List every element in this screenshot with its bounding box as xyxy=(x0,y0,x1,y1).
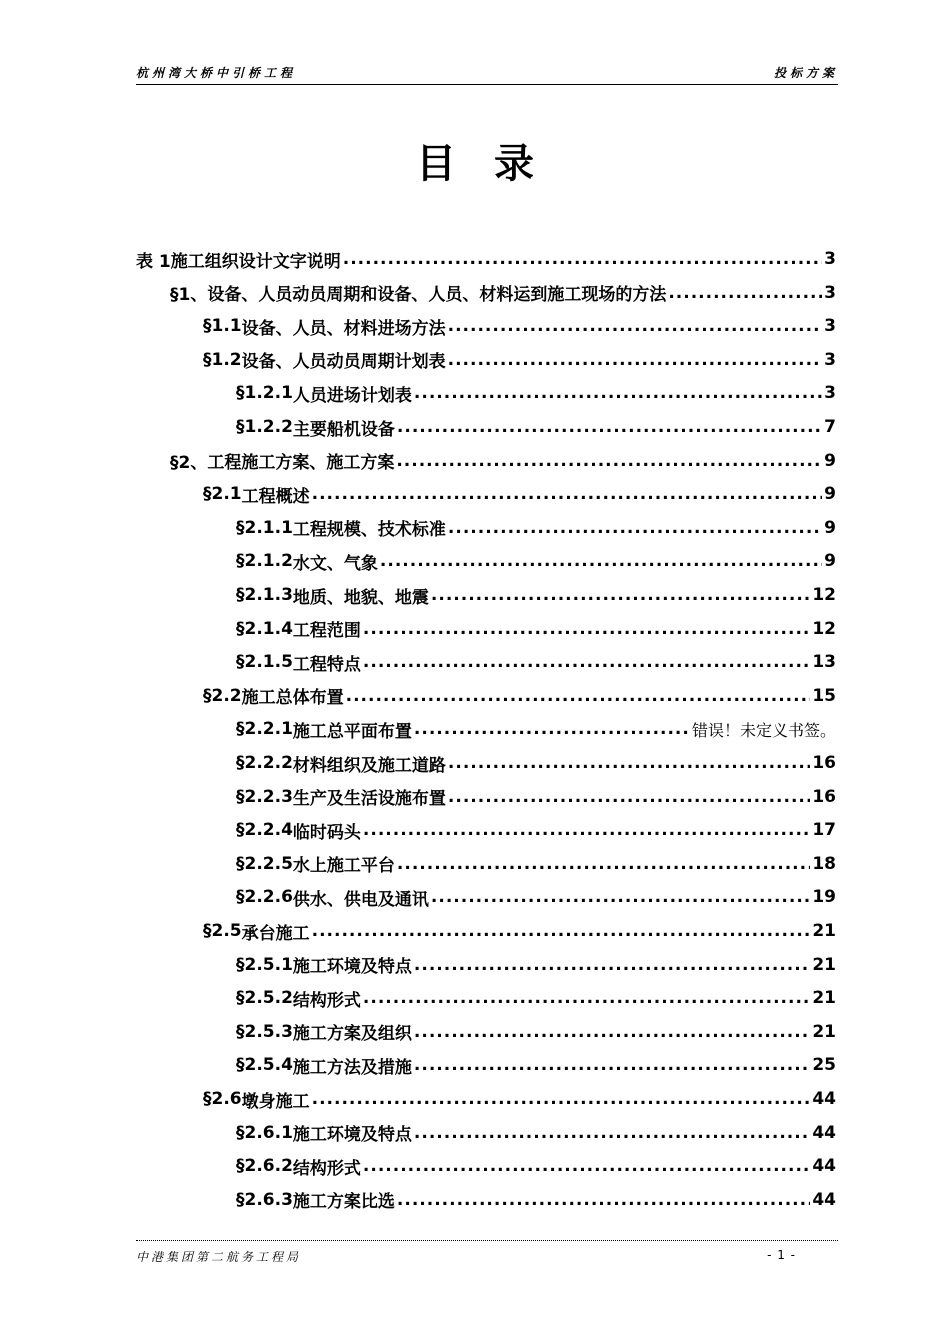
toc-entry-page: 21 xyxy=(812,988,836,1009)
toc-entry-number: §1.2 xyxy=(203,349,242,370)
toc-entry-number: §2.2.6 xyxy=(236,887,293,908)
toc-entry[interactable] xyxy=(236,815,836,845)
toc-entry[interactable] xyxy=(236,513,836,543)
toc-entry-title: 地质、地貌、地震 xyxy=(292,587,429,608)
toc-entry-title: 供水、供电及通讯 xyxy=(292,889,429,910)
toc-entry-title: 施工环境及特点 xyxy=(292,1125,412,1146)
toc-entry-number: §2.1 xyxy=(203,484,242,505)
toc-entry-number: §1.1 xyxy=(203,316,242,337)
footer-divider xyxy=(136,1240,838,1241)
toc-entry[interactable] xyxy=(236,1118,836,1148)
toc-dot-leader xyxy=(414,1022,810,1042)
toc-entry-page: 7 xyxy=(824,417,836,437)
toc-entry-number: §2.2.1 xyxy=(236,719,293,740)
toc-entry[interactable] xyxy=(203,345,836,375)
toc-entry-number: 表 1 xyxy=(136,251,171,272)
toc-entry-number: §1.2.1 xyxy=(236,383,293,404)
toc-dot-leader xyxy=(380,551,822,571)
toc-entry-title: 水上施工平台 xyxy=(292,856,395,877)
toc-entry-page: 16 xyxy=(812,753,836,773)
toc-entry[interactable] xyxy=(236,714,836,744)
toc-entry-number: §2.6 xyxy=(203,1089,242,1109)
toc-entry-number: §2.2 xyxy=(203,685,242,706)
toc-entry-page: 15 xyxy=(812,685,836,706)
toc-entry-number: §2.5 xyxy=(203,921,242,941)
toc-entry-page: 12 xyxy=(812,618,836,639)
toc-dot-leader xyxy=(414,1123,810,1143)
toc-entry-number: §2.1.2 xyxy=(236,551,293,572)
toc-entry[interactable] xyxy=(170,446,836,476)
toc-entry-page: 44 xyxy=(812,1156,836,1177)
page-header xyxy=(136,62,838,85)
toc-entry-title: 工程规模、技术标准 xyxy=(292,520,446,541)
toc-entry-number: §2.5.4 xyxy=(236,1055,293,1076)
toc-dot-leader xyxy=(448,316,823,336)
toc-dot-leader xyxy=(431,887,810,907)
page-title: 目录 xyxy=(416,141,572,187)
toc-dot-leader xyxy=(448,350,823,370)
toc-entry-page: 13 xyxy=(812,652,836,673)
toc-entry-title: 设备、人员动员周期和设备、人员、材料运到施工现场的方法 xyxy=(207,285,667,306)
toc-dot-leader xyxy=(448,753,810,773)
toc-entry-number: §2.6.1 xyxy=(236,1122,293,1143)
toc-entry-title: 人员进场计划表 xyxy=(292,385,412,406)
toc-entry[interactable] xyxy=(236,378,836,408)
toc-entry-title: 主要船机设备 xyxy=(292,419,395,440)
toc-dot-leader xyxy=(346,686,811,706)
toc-entry[interactable] xyxy=(236,546,836,576)
toc-dot-leader xyxy=(363,619,810,639)
toc-entry-number: §2.2.4 xyxy=(236,820,293,841)
toc-dot-leader xyxy=(397,417,822,437)
toc-entry[interactable] xyxy=(203,479,836,509)
toc-entry-page: 3 xyxy=(824,249,836,269)
toc-entry-page: 21 xyxy=(812,921,836,941)
toc-entry-title: 工程范围 xyxy=(292,621,361,642)
toc-dot-leader xyxy=(431,585,810,605)
toc-entry-error: 错误！未定义书签。 xyxy=(691,720,836,740)
toc-entry-title: 水文、气象 xyxy=(292,553,378,574)
toc-entry[interactable] xyxy=(203,311,836,341)
toc-entry[interactable] xyxy=(236,983,836,1013)
toc-entry[interactable] xyxy=(236,882,836,912)
toc-entry-page: 9 xyxy=(824,517,836,538)
footer-page-number: - 1 - xyxy=(767,1248,796,1262)
toc-entry-title: 临时码头 xyxy=(292,822,361,843)
toc-entry-title: 施工方案及组织 xyxy=(292,1024,412,1045)
toc-entry-title: 施工总体布置 xyxy=(241,688,344,709)
toc-entry-title: 施工总平面布置 xyxy=(292,721,412,742)
toc-entry-number: §2.6.2 xyxy=(236,1156,293,1177)
toc-entry[interactable] xyxy=(136,244,836,274)
toc-entry-title: 设备、人员、材料进场方法 xyxy=(241,318,446,339)
toc-entry-title: 工程特点 xyxy=(292,654,361,675)
toc-entry-title: 工程施工方案、施工方案 xyxy=(207,453,395,474)
toc-entry-title: 承台施工 xyxy=(241,923,310,944)
toc-entry[interactable] xyxy=(236,647,836,677)
toc-entry-title: 结构形式 xyxy=(292,1158,361,1179)
toc-entry-number: §2.2.2 xyxy=(236,753,293,773)
toc-entry[interactable] xyxy=(203,1084,836,1114)
toc-entry-page: 3 xyxy=(824,282,836,303)
toc-dot-leader xyxy=(312,921,811,941)
toc-entry[interactable] xyxy=(236,1185,836,1215)
toc-entry[interactable] xyxy=(236,782,836,812)
toc-entry-page: 3 xyxy=(824,349,836,370)
toc-dot-leader xyxy=(363,1156,810,1176)
toc-dot-leader xyxy=(448,518,822,538)
toc-entry-number: §2.6.3 xyxy=(236,1189,293,1210)
toc-dot-leader xyxy=(343,249,822,269)
toc-entry-page: 9 xyxy=(824,484,836,505)
toc-entry-page: 44 xyxy=(812,1122,836,1143)
toc-entry[interactable] xyxy=(236,412,836,442)
toc-entry[interactable] xyxy=(170,278,836,308)
toc-entry-page: 44 xyxy=(812,1189,836,1210)
toc-entry-page: 3 xyxy=(824,383,836,404)
toc-entry-number: §1.2.2 xyxy=(236,417,293,437)
toc-entry-number: §2.1.4 xyxy=(236,618,293,639)
toc-entry-page: 19 xyxy=(812,887,836,908)
toc-entry[interactable] xyxy=(236,1050,836,1080)
toc-entry-page: 9 xyxy=(824,551,836,572)
toc-dot-leader xyxy=(414,955,810,975)
toc-entry-number: §2.5.1 xyxy=(236,954,293,975)
toc-dot-leader xyxy=(396,451,822,471)
toc-entry[interactable] xyxy=(236,748,836,778)
toc-entry-page: 3 xyxy=(824,316,836,337)
toc-entry[interactable] xyxy=(236,614,836,644)
toc-dot-leader xyxy=(414,1055,810,1075)
header-doc-type: 投标方案 xyxy=(773,66,838,80)
toc-dot-leader xyxy=(363,988,810,1008)
toc-dot-leader xyxy=(448,787,810,807)
toc-dot-leader xyxy=(363,652,810,672)
toc-entry-number: §2.1.3 xyxy=(236,585,293,605)
toc-entry-title: 生产及生活设施布置 xyxy=(292,789,446,810)
page-footer xyxy=(136,1248,796,1265)
toc-entry-page: 9 xyxy=(824,450,836,471)
toc-dot-leader xyxy=(312,1089,811,1109)
toc-entry[interactable] xyxy=(236,580,836,610)
toc-dot-leader xyxy=(397,1190,810,1210)
toc-entry-page: 21 xyxy=(812,1021,836,1042)
toc-entry-number: §2.2.3 xyxy=(236,786,293,807)
header-project-name: 杭州湾大桥中引桥工程 xyxy=(136,66,297,80)
toc-entry-page: 44 xyxy=(812,1089,836,1109)
toc-entry[interactable] xyxy=(236,1151,836,1181)
toc-entry-title: 工程概述 xyxy=(241,486,310,507)
toc-entry-title: 结构形式 xyxy=(292,990,361,1011)
toc-entry-number: §2.5.2 xyxy=(236,988,293,1009)
toc-entry-page: 16 xyxy=(812,786,836,807)
toc-entry-page: 21 xyxy=(812,954,836,975)
toc-entry-number: §2.5.3 xyxy=(236,1021,293,1042)
toc-dot-leader xyxy=(363,820,810,840)
toc-entry-title: 材料组织及施工道路 xyxy=(292,755,446,776)
toc-entry-page: 17 xyxy=(812,820,836,841)
toc-entry-number: §2.1.1 xyxy=(236,517,293,538)
toc-entry-title: 施工组织设计文字说明 xyxy=(170,251,341,272)
toc-entry-number: §1、 xyxy=(170,285,208,306)
toc-entry-number: §2.1.5 xyxy=(236,652,293,673)
toc-entry-number: §2、 xyxy=(170,453,208,474)
toc-entry[interactable] xyxy=(203,681,836,711)
toc-dot-leader xyxy=(414,383,822,403)
toc-entry[interactable] xyxy=(236,1017,836,1047)
toc-dot-leader xyxy=(414,719,690,739)
toc-entry-page: 25 xyxy=(812,1055,836,1076)
toc-entry-title: 施工方案比选 xyxy=(292,1192,395,1213)
toc-entry[interactable] xyxy=(236,950,836,980)
toc-entry-title: 设备、人员动员周期计划表 xyxy=(241,352,446,373)
toc-dot-leader xyxy=(397,854,810,874)
footer-organization: 中港集团第二航务工程局 xyxy=(136,1250,302,1264)
toc-entry-title: 施工方法及措施 xyxy=(292,1057,412,1078)
toc-entry-title: 墩身施工 xyxy=(241,1091,310,1112)
toc-entry-title: 施工环境及特点 xyxy=(292,957,412,978)
toc-dot-leader xyxy=(312,484,823,504)
toc-entry[interactable] xyxy=(203,916,836,946)
toc-dot-leader xyxy=(668,283,822,303)
toc-entry-page: 12 xyxy=(812,585,836,605)
toc-entry-number: §2.2.5 xyxy=(236,853,293,874)
toc-entry[interactable] xyxy=(236,849,836,879)
toc-entry-page: 18 xyxy=(812,853,836,874)
